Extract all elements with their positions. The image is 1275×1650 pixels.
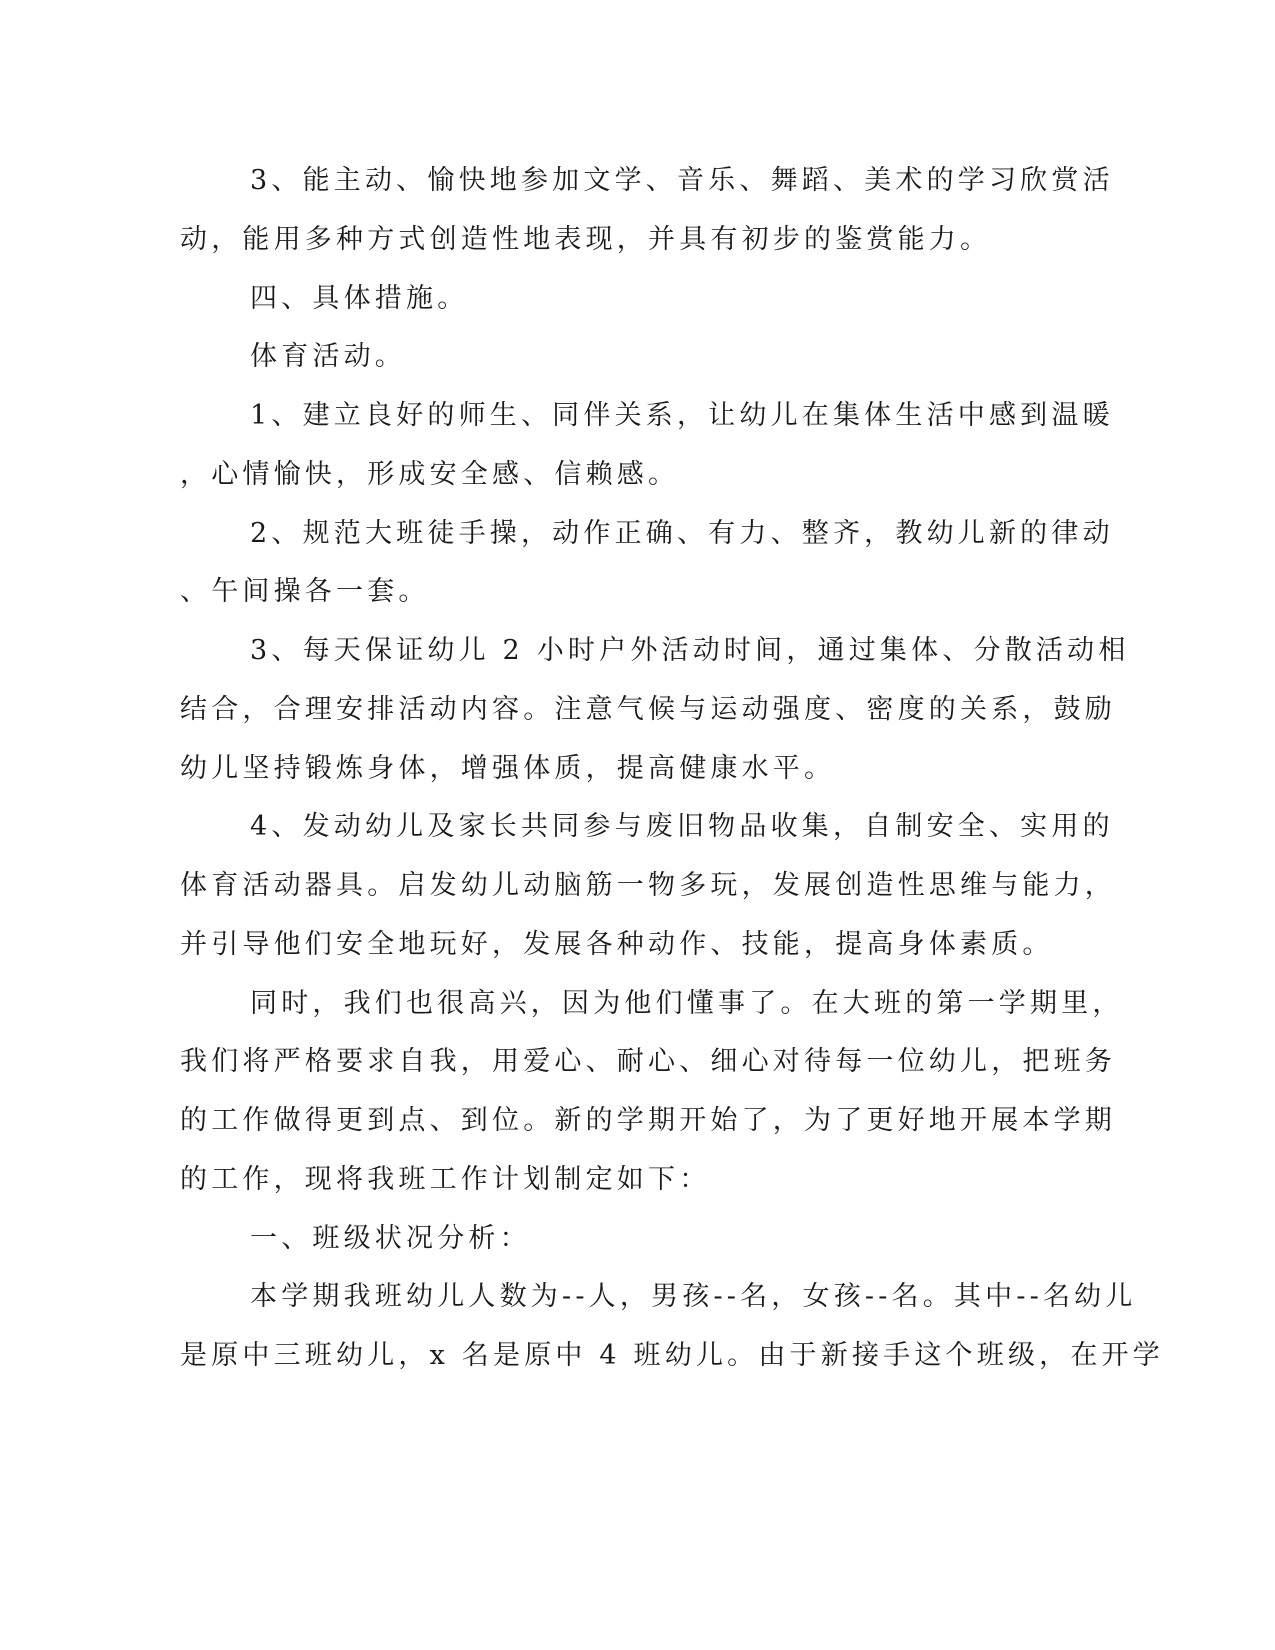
subsection-heading: 体育活动。 [250,341,406,372]
paragraph-line: 是原中三班幼儿，x 名是原中 4 班幼儿。由于新接手这个班级，在开学 [180,1340,1164,1371]
section-heading: 一、班级状况分析： [250,1223,531,1254]
paragraph-line: 2、规范大班徒手操，动作正确、有力、整齐，教幼儿新的律动 [250,518,1114,549]
paragraph-line: 幼儿坚持锻炼身体，增强体质，提高健康水平。 [180,753,836,784]
paragraph-line: 体育活动器具。启发幼儿动脑筋一物多玩，发展创造性思维与能力， [180,870,1116,901]
paragraph-line: 的工作，现将我班工作计划制定如下： [180,1164,711,1195]
paragraph-line: 3、每天保证幼儿 2 小时户外活动时间，通过集体、分散活动相 [250,635,1130,666]
paragraph-line: 动，能用多种方式创造性地表现，并具有初步的鉴赏能力。 [180,224,992,255]
section-heading: 四、具体措施。 [250,283,469,314]
paragraph-line: 本学期我班幼儿人数为--人，男孩--名，女孩--名。其中--名幼儿 [250,1281,1137,1312]
paragraph-line: 的工作做得更到点、到位。新的学期开始了，为了更好地开展本学期 [180,1105,1116,1136]
paragraph-line: 结合，合理安排活动内容。注意气候与运动强度、密度的关系，鼓励 [180,694,1116,725]
paragraph-line: 4、发动幼儿及家长共同参与废旧物品收集，自制安全、实用的 [250,811,1114,842]
paragraph-line: ，心情愉快，形成安全感、信赖感。 [180,459,680,490]
paragraph-line: 并引导他们安全地玩好，发展各种动作、技能，提高身体素质。 [180,929,1054,960]
paragraph-line: 同时，我们也很高兴，因为他们懂事了。在大班的第一学期里， [250,988,1124,1019]
paragraph-line: 、午间操各一套。 [180,576,430,607]
paragraph-line: 我们将严格要求自我，用爱心、耐心、细心对待每一位幼儿，把班务 [180,1046,1116,1077]
paragraph-line: 3、能主动、愉快地参加文学、音乐、舞蹈、美术的学习欣赏活 [250,165,1114,196]
paragraph-line: 1、建立良好的师生、同伴关系，让幼儿在集体生活中感到温暖 [250,400,1114,431]
